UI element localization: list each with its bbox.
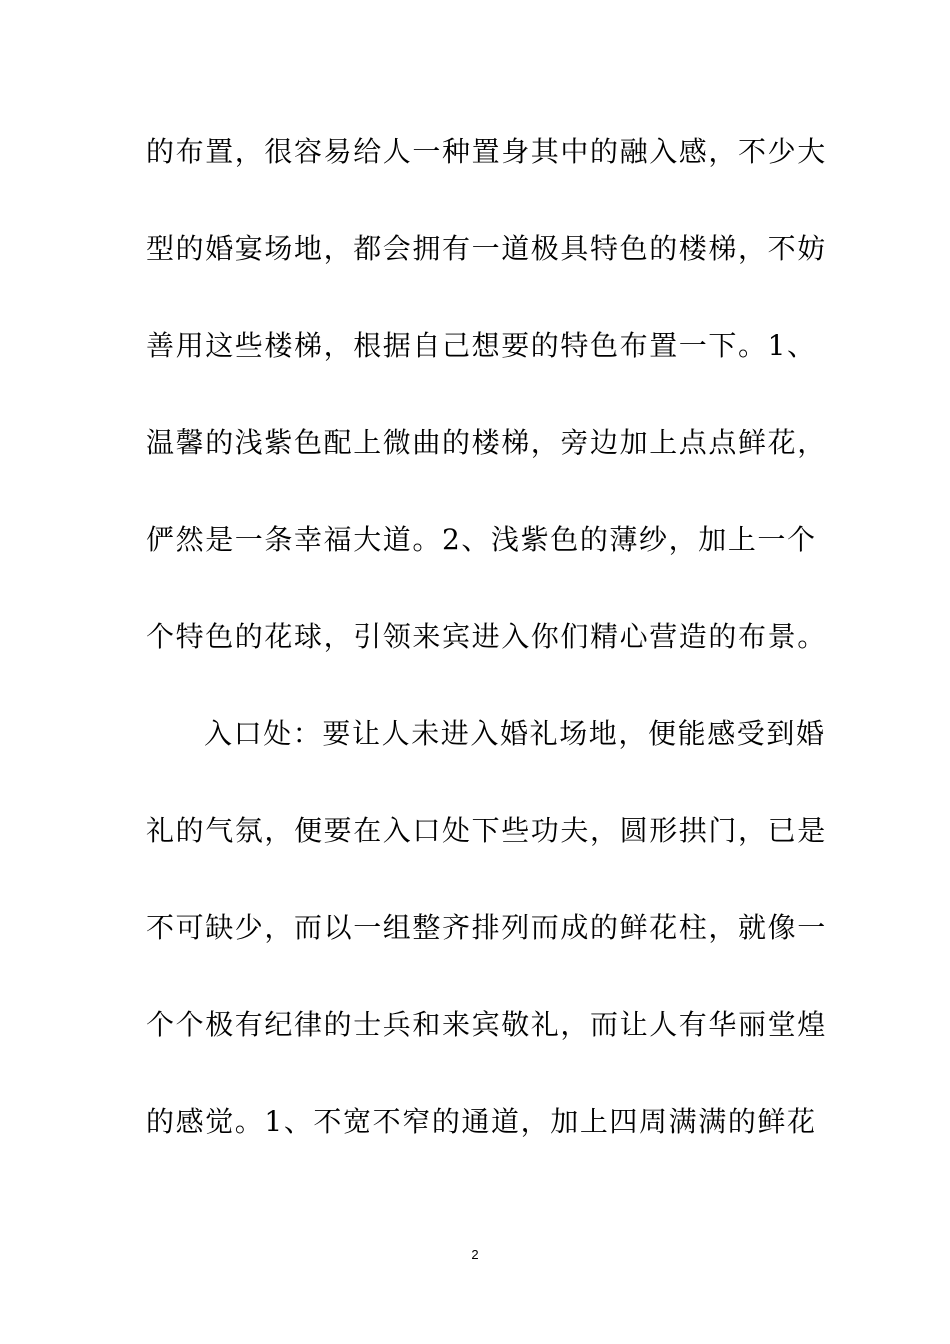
paragraph-line-8: 礼的气氛，便要在入口处下些功夫，圆形拱门，已是 xyxy=(146,814,827,847)
paragraph-line-4: 温馨的浅紫色配上微曲的楼梯，旁边加上点点鲜花， xyxy=(146,426,827,459)
paragraph-line-3: 善用这些楼梯，根据自己想要的特色布置一下。1、 xyxy=(146,329,817,362)
page-number: 2 xyxy=(471,1247,479,1262)
paragraph-line-2: 型的婚宴场地，都会拥有一道极具特色的楼梯，不妨 xyxy=(146,232,827,265)
paragraph-line-5: 俨然是一条幸福大道。2、浅紫色的薄纱，加上一个 xyxy=(146,523,817,556)
paragraph-line-9: 不可缺少，而以一组整齐排列而成的鲜花柱，就像一 xyxy=(146,911,827,944)
paragraph-line-11: 的感觉。1、不宽不窄的通道，加上四周满满的鲜花 xyxy=(146,1105,817,1138)
paragraph-line-6: 个特色的花球，引领来宾进入你们精心营造的布景。 xyxy=(146,620,827,653)
paragraph-line-10: 个个极有纪律的士兵和来宾敬礼，而让人有华丽堂煌 xyxy=(146,1008,827,1041)
paragraph-line-7: 入口处：要让人未进入婚礼场地，便能感受到婚 xyxy=(204,717,826,750)
paragraph-line-1: 的布置，很容易给人一种置身其中的融入感，不少大 xyxy=(146,135,827,168)
